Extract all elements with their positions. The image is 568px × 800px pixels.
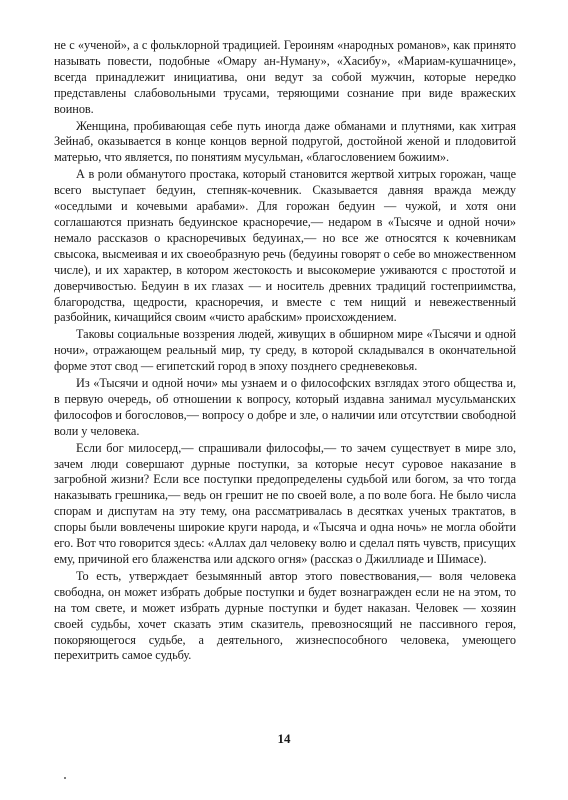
document-page [54,38,516,664]
paragraph: Из «Тысячи и одной ночи» мы узнаем и о философских взглядах этого общества и, в первую очередь, об отношении к вопросу, который издавна занимал мусульманских философов и богословов,— вопросу о добре и зле, о наличии или отсутствии свободной воли у человека. [54,376,516,438]
page-number: 14 [277,731,291,746]
paragraph: не с «ученой», а с фольклорной традицией. Героиням «народных романов», как принято называть повести, подобные «Омару ан-Нуману», «Хасибу», «Мариам-кушачнице», всегда принадлежит инициатива, они ведут за собой мужчин, которые нередко представлены слабовольными трусами, теряющими сознание при виде вражеских воинов. [54,38,516,116]
paragraph: То есть, утверждает безымянный автор этого повествования,— воля человека свободна, он может избрать добрые поступки и будет вознагражден если не на этом, то на том свете, и может избрать дурные поступки и будет наказан. Человек — хозяин своей судьбы, хочет сказать этим сказитель, превозносящий не пассивного героя, покоряющегося судьбе, а деятельного, жизнеспособного человека, умеющего перехитрить самое судьбу. [54,568,516,663]
paragraph: Женщина, пробивающая себе путь иногда даже обманами и плутнями, как хитрая Зейнаб, оказывается в конце концов верной подругой, достойной женой и плодовитой матерью, что является, по понятиям мусульман, «благословением божиим». [54,118,516,165]
scan-speck [64,777,66,779]
paragraph: Если бог милосерд,— спрашивали философы,— то зачем существует в мире зло, зачем люди совершают дурные поступки, за которые несут суровое наказание в загробной жизни? Если все поступки предопределены судьбой или богом, за что тогда наказывать грешника,— ведь он грешит не по своей воле, а по воле бога. Не было числа спорам и диспутам на эту тему, она рассматривалась в десятках ученых трактатов, в споры были вовлечены широкие круги народа, и «Тысяча и одна ночь» не могла обойти его. Вот что говорится здесь: «Аллах дал человеку волю и сделал пять чувств, присущих ему, причиной его блаженства или адского огня» (рассказ о Джиллиаде и Шимасе). [54,440,517,566]
paragraph: Таковы социальные воззрения людей, живущих в обширном мире «Тысячи и одной ночи», отражающем реальный мир, ту среду, в которой складывался в окончательной форме этот свод — египетский город в эпоху позднего средневековья. [54,327,516,374]
paragraph: А в роли обманутого простака, который становится жертвой хитрых горожан, чаще всего выступает бедуин, степняк-кочевник. Сказывается давняя вражда между «оседлыми и кочевыми арабами». Для горожан бедуин — чужой, и хотя они соглашаются признать бедуинское красноречие,— недаром в «Тысяче и одной ночи» немало рассказов о красноречивых бедуинах,— но все же относятся к кочевникам свысока, высмеивая и их своеобразную речь (бедуины говорят о себе во множественном числе), и их характер, в котором жестокость и высокомерие уживаются с простотой и доверчивостью. Бедуин в их глазах — и носитель древних традиций гостеприимства, благородства, щедрости, красноречия, и вместе с тем нищий и невежественный разбойник, кичащийся своим «чисто арабским» происхождением. [54,167,516,325]
